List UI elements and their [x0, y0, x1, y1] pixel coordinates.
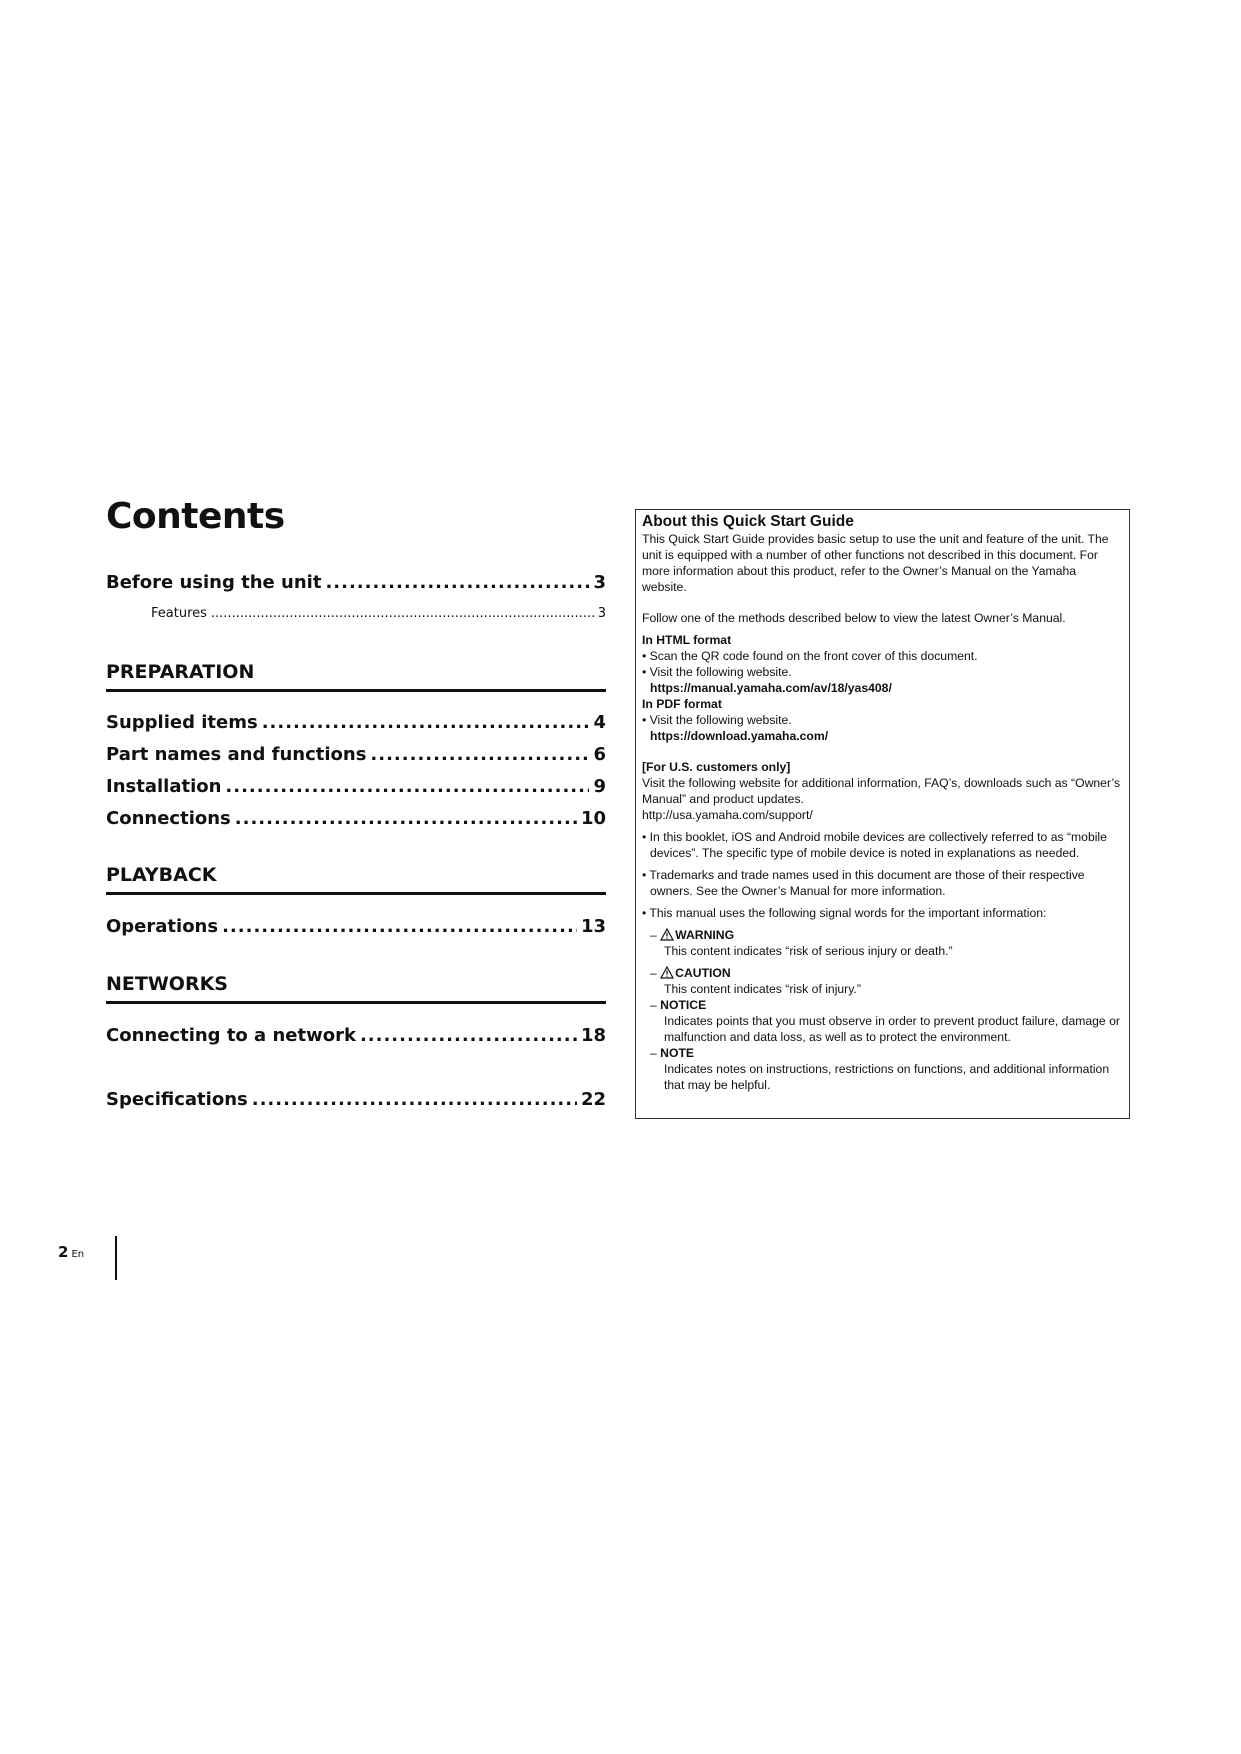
toc-entry-network[interactable]	[106, 1025, 606, 1046]
html-bullet-qr: • Scan the QR code found on the front cover of this document.	[642, 649, 978, 663]
us-customers-heading: [For U.S. customers only]	[642, 760, 791, 774]
toc-entry-specifications[interactable]	[106, 1089, 606, 1110]
toc-entry-supplied-items[interactable]	[106, 712, 606, 733]
pdf-bullet-visit: • Visit the following website.	[642, 713, 792, 727]
toc-entry-connections[interactable]	[106, 808, 606, 829]
signal-caution: – CAUTION	[650, 966, 731, 980]
caution-text: This content indicates “risk of injury.”	[664, 982, 861, 996]
page-number	[58, 1243, 84, 1261]
toc-page: 22	[580, 1089, 606, 1110]
toc-label: Operations	[106, 916, 219, 937]
caution-label: CAUTION	[675, 966, 731, 980]
page-number-value: 2	[58, 1243, 69, 1261]
notice-text: Indicates points that you must observe in order to prevent product failure, damage or malfunction and data loss, as well as to protect the environment.	[664, 1014, 1120, 1044]
note-trademarks: • Trademarks and trade names used in this document are those of their respective owners. See the Owner’s Manual for more information.	[642, 868, 1085, 898]
toc-leader	[325, 572, 589, 593]
toc-entry-before-using[interactable]	[106, 572, 606, 593]
toc-page: 9	[593, 776, 606, 797]
page-divider	[115, 1236, 117, 1280]
toc-label: Supplied items	[106, 712, 258, 733]
toc-page: 3	[597, 606, 606, 621]
about-follow: Follow one of the methods described below to view the latest Owner’s Manual.	[642, 611, 1066, 625]
toc-leader	[370, 744, 589, 765]
toc-leader	[211, 606, 594, 621]
about-intro: This Quick Start Guide provides basic setup to use the unit and feature of the unit. The unit is equipped with a number of other functions not described in this document. For more information about this product, refer to the Owner’s Manual on the Yamaha website.	[642, 532, 1109, 594]
us-support-link[interactable]: http://usa.yamaha.com/support/	[642, 808, 813, 822]
html-bullet-visit: • Visit the following website.	[642, 665, 792, 679]
section-heading-preparation: PREPARATION	[106, 661, 606, 692]
toc-entry-operations[interactable]	[106, 916, 606, 937]
toc-leader	[360, 1025, 577, 1046]
warning-triangle-icon	[660, 928, 674, 941]
toc-page: 3	[593, 572, 606, 593]
toc-page: 10	[580, 808, 606, 829]
html-manual-link[interactable]: https://manual.yamaha.com/av/18/yas408/	[650, 681, 892, 695]
section-heading-playback: PLAYBACK	[106, 864, 606, 895]
toc-leader	[262, 712, 590, 733]
page-language: En	[71, 1249, 85, 1260]
caution-triangle-icon	[660, 966, 674, 979]
pdf-download-link[interactable]: https://download.yamaha.com/	[650, 729, 829, 743]
toc-entry-part-names[interactable]	[106, 744, 606, 765]
note-label: NOTE	[660, 1046, 695, 1060]
toc-label: Connecting to a network	[106, 1025, 356, 1046]
toc-label: Part names and functions	[106, 744, 367, 765]
toc-page: 6	[593, 744, 606, 765]
toc-label: Connections	[106, 808, 231, 829]
signal-notice: – NOTICE	[650, 998, 707, 1012]
toc-label: Specifications	[106, 1089, 248, 1110]
toc-label: Installation	[106, 776, 222, 797]
toc-leader	[225, 776, 589, 797]
page-title: Contents	[106, 496, 285, 537]
toc-entry-features[interactable]	[151, 606, 606, 621]
notice-label: NOTICE	[660, 998, 707, 1012]
about-title: About this Quick Start Guide	[642, 513, 854, 530]
signal-warning: – WARNING	[650, 928, 735, 942]
us-customers-text: Visit the following website for additional information, FAQ’s, downloads such as “Owner’s Manual” and product updates.	[642, 776, 1121, 806]
signal-note: – NOTE	[650, 1046, 695, 1060]
toc-page: 18	[580, 1025, 606, 1046]
toc-page: 13	[580, 916, 606, 937]
toc-entry-installation[interactable]	[106, 776, 606, 797]
note-text: Indicates notes on instructions, restrictions on functions, and additional information that may be helpful.	[664, 1062, 1110, 1092]
note-signal-words: • This manual uses the following signal words for the important information:	[642, 906, 1047, 920]
toc-leader	[222, 916, 577, 937]
toc-label: Before using the unit	[106, 572, 322, 593]
note-mobile-devices: • In this booklet, iOS and Android mobile devices are collectively referred to as “mobile devices”. The specific type of mobile device is noted in explanations as needed.	[642, 830, 1107, 860]
toc-page: 4	[593, 712, 606, 733]
warning-label: WARNING	[675, 928, 735, 942]
toc-label: Features	[151, 606, 207, 621]
html-format-heading: In HTML format	[642, 633, 732, 647]
pdf-format-heading: In PDF format	[642, 697, 722, 711]
warning-text: This content indicates “risk of serious injury or death.”	[664, 944, 953, 958]
toc-leader	[235, 808, 577, 829]
toc-leader	[252, 1089, 577, 1110]
section-heading-networks: NETWORKS	[106, 973, 606, 1004]
about-guide-box	[635, 509, 1130, 1119]
